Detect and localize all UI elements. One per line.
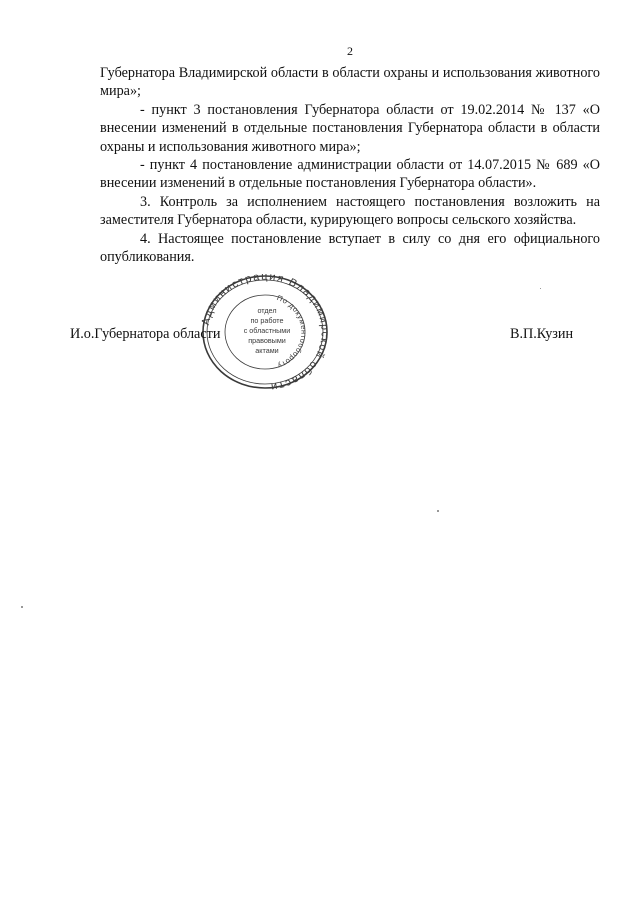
svg-text:Администрация Владимирской обл: Администрация Владимирской области [199, 272, 332, 392]
scan-speck [540, 288, 541, 289]
svg-text:актами: актами [255, 346, 279, 355]
scan-speck [437, 510, 439, 512]
page-number: 2 [347, 44, 353, 58]
svg-text:отдел: отдел [257, 306, 277, 315]
signatory-name: В.П.Кузин [510, 326, 574, 342]
svg-text:правовыми: правовыми [248, 336, 286, 345]
scan-speck [21, 606, 23, 608]
paragraph-effective-clause: 4. Настоящее постановление вступает в силу со дня его официального опубликования. [100, 230, 600, 266]
document-body [100, 64, 600, 266]
paragraph-control-clause: 3. Контроль за исполнением настоящего постановления возложить на заместителя Губернатора области, курирующего вопросы сельского хозяйства. [100, 193, 600, 229]
paragraph-item-4: - пункт 4 постановление администрации области от 14.07.2015 № 689 «О внесении изменений в отдельные постановления Губернатора области». [100, 157, 600, 192]
paragraph-continuation: Губернатора Владимирской области в области охраны и использования животного мира»; [100, 65, 600, 100]
svg-text:с областными: с областными [243, 326, 291, 335]
svg-text:По документообороту: По документообороту [275, 293, 309, 371]
signatory-title: И.о.Губернатора области [70, 326, 221, 342]
svg-text:по работе: по работе [250, 316, 284, 325]
paragraph-item-3: - пункт 3 постановления Губернатора области от 19.02.2014 № 137 «О внесении изменений в отдельные постановления Губернатора области в области охраны и использования животного мира»; [100, 101, 600, 155]
